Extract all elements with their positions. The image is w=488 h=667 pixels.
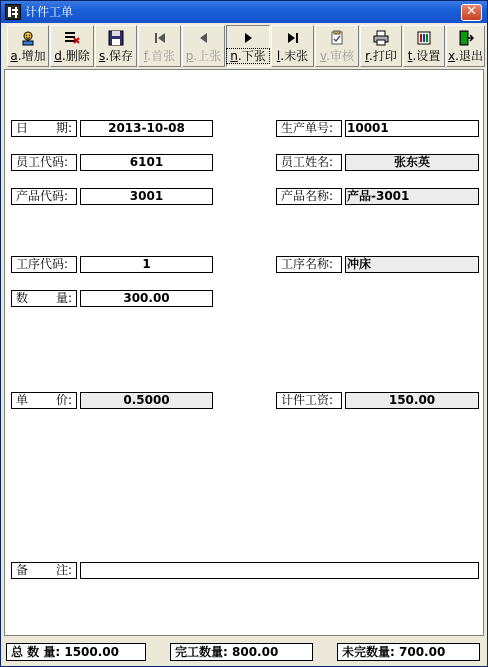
next-record-icon xyxy=(240,30,256,46)
order-form xyxy=(4,69,484,636)
product-name-field: 产品-3001 xyxy=(345,188,479,205)
first-record-icon xyxy=(152,30,168,46)
audit-icon xyxy=(329,30,345,46)
unit-price-label: 单 价: xyxy=(11,392,77,409)
piece-wage-label: 计件工资: xyxy=(276,392,342,409)
save-hotkey: s xyxy=(98,49,106,63)
toolbar xyxy=(3,24,485,68)
printer-icon xyxy=(373,30,389,46)
previous-label: .上张 xyxy=(193,49,222,63)
previous-hotkey: p xyxy=(185,49,194,63)
exit-button[interactable] xyxy=(446,25,485,67)
close-button[interactable] xyxy=(461,4,482,21)
quantity-field[interactable]: 300.00 xyxy=(80,290,213,307)
audit-button[interactable] xyxy=(315,25,359,67)
date-field[interactable]: 2013-10-08 xyxy=(80,120,213,137)
employee-name-field: 张东英 xyxy=(345,154,479,171)
next-label: .下张 xyxy=(237,49,266,63)
process-code-label: 工序代码: xyxy=(11,256,77,273)
delete-icon xyxy=(64,30,80,46)
print-label: .打印 xyxy=(369,49,397,63)
print-hotkey: r xyxy=(365,49,369,63)
delete-hotkey: d xyxy=(54,49,62,63)
save-label: .保存 xyxy=(105,49,134,63)
add-label: .增加 xyxy=(17,49,46,63)
process-code-field[interactable]: 1 xyxy=(80,256,213,273)
previous-record-button[interactable] xyxy=(182,25,225,67)
last-record-button[interactable] xyxy=(271,25,314,67)
product-name-label: 产品名称: xyxy=(276,188,342,205)
print-button[interactable] xyxy=(360,25,402,67)
date-label: 日 期: xyxy=(11,120,77,137)
app-icon xyxy=(5,4,21,20)
total-quantity: 总 数 量: 1500.00 xyxy=(6,643,146,661)
settings-label: .设置 xyxy=(412,49,441,63)
unit-price-field: 0.5000 xyxy=(80,392,213,409)
settings-button[interactable] xyxy=(403,25,445,67)
status-bar xyxy=(4,641,484,663)
add-button[interactable] xyxy=(7,25,49,67)
order-no-field[interactable]: 10001 xyxy=(345,120,479,137)
first-label: .首张 xyxy=(147,49,176,63)
first-hotkey: f xyxy=(143,49,148,63)
employee-name-label: 员工姓名: xyxy=(276,154,342,171)
add-hotkey: a xyxy=(10,49,18,63)
floppy-save-icon xyxy=(108,30,124,46)
last-hotkey: l xyxy=(276,49,281,63)
first-record-button[interactable] xyxy=(138,25,181,67)
window-title: 计件工单 xyxy=(25,5,74,19)
product-code-label: 产品代码: xyxy=(11,188,77,205)
save-button[interactable] xyxy=(95,25,137,67)
last-label: .末张 xyxy=(280,49,309,63)
title-bar[interactable] xyxy=(1,1,487,23)
process-name-label: 工序名称: xyxy=(276,256,342,273)
uncompleted-quantity: 未完数量: 700.00 xyxy=(337,643,480,661)
quantity-label: 数 量: xyxy=(11,290,77,307)
delete-button[interactable] xyxy=(50,25,94,67)
process-name-field: 冲床 xyxy=(345,256,479,273)
settings-icon xyxy=(416,30,432,46)
product-code-field[interactable]: 3001 xyxy=(80,188,213,205)
next-record-button[interactable] xyxy=(226,25,270,67)
audit-hotkey: v xyxy=(320,49,327,63)
settings-hotkey: t xyxy=(407,49,413,63)
employee-code-field[interactable]: 6101 xyxy=(80,154,213,171)
exit-icon xyxy=(458,30,474,46)
delete-label: .删除 xyxy=(61,49,90,63)
close-icon: ✕ xyxy=(466,4,477,19)
order-no-label: 生产单号: xyxy=(276,120,342,137)
completed-quantity: 完工数量: 800.00 xyxy=(170,643,313,661)
last-record-icon xyxy=(285,30,301,46)
remark-field[interactable] xyxy=(80,562,479,579)
exit-label: .退出 xyxy=(455,49,483,63)
person-add-icon xyxy=(20,30,36,46)
employee-code-label: 员工代码: xyxy=(11,154,77,171)
remark-label: 备 注: xyxy=(11,562,77,579)
previous-record-icon xyxy=(196,30,212,46)
audit-label: .审核 xyxy=(326,49,354,63)
exit-hotkey: x xyxy=(448,49,456,63)
piece-wage-field: 150.00 xyxy=(345,392,479,409)
next-hotkey: n xyxy=(230,49,238,63)
